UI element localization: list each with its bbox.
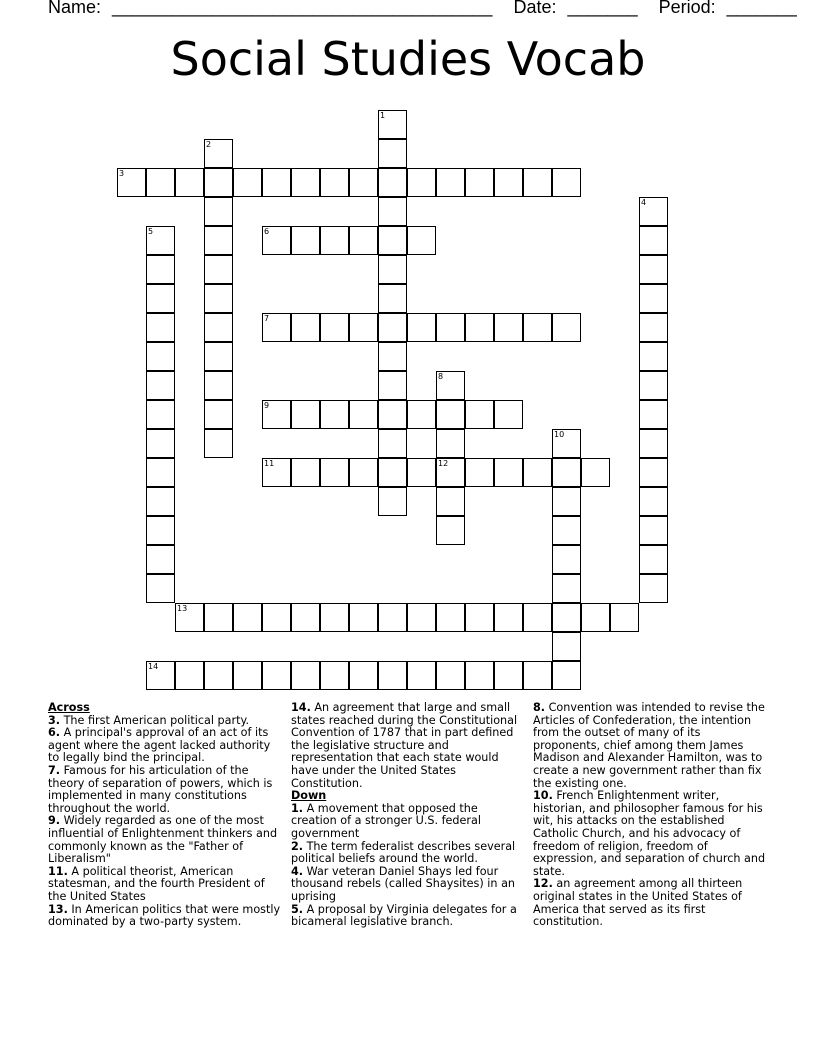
grid-cell[interactable]: [262, 458, 291, 487]
grid-cell[interactable]: [436, 516, 465, 545]
grid-cell[interactable]: [407, 313, 436, 342]
grid-cell[interactable]: [146, 516, 175, 545]
grid-cell[interactable]: [494, 313, 523, 342]
grid-cell[interactable]: [233, 661, 262, 690]
clue-number: 14: [148, 662, 159, 671]
grid-cell[interactable]: [320, 458, 349, 487]
grid-cell[interactable]: [146, 284, 175, 313]
clue-item-number: 7.: [48, 763, 61, 777]
grid-cell[interactable]: [262, 661, 291, 690]
clue-item-text: An agreement that large and small states reached during the Constitutional Convention of 1787 that in part defined the legislative structure and representation that each state would have under the United States Constitution.: [291, 701, 518, 790]
clue-item: [48, 866, 284, 904]
grid-cell[interactable]: [465, 661, 494, 690]
grid-cell[interactable]: [204, 255, 233, 284]
grid-cell[interactable]: [233, 168, 262, 197]
clue-item-number: 13.: [48, 902, 68, 916]
clue-item: [48, 765, 284, 815]
grid-cell[interactable]: [204, 603, 233, 632]
grid-cell[interactable]: [349, 400, 378, 429]
clue-item-text: A proposal by Virginia delegates for a bicameral legislative branch.: [291, 902, 517, 929]
clue-item-text: War veteran Daniel Shays led four thousand rebels (called Shaysites) in an uprising: [291, 864, 516, 903]
grid-cell[interactable]: [146, 255, 175, 284]
grid-cell[interactable]: [639, 574, 668, 603]
grid-cell[interactable]: [146, 226, 175, 255]
grid-cell[interactable]: [436, 458, 465, 487]
grid-cell[interactable]: [117, 168, 146, 197]
grid-cell[interactable]: [407, 226, 436, 255]
grid-cell[interactable]: [320, 226, 349, 255]
clue-number: 13: [177, 604, 188, 613]
clue-number: 1: [380, 111, 386, 120]
grid-cell[interactable]: [146, 458, 175, 487]
clue-number: 5: [148, 227, 154, 236]
grid-cell[interactable]: [291, 168, 320, 197]
grid-cell[interactable]: [523, 168, 552, 197]
grid-cell[interactable]: [407, 400, 436, 429]
grid-cell[interactable]: [175, 661, 204, 690]
date-field[interactable]: _______: [567, 0, 638, 17]
grid-cell[interactable]: [407, 661, 436, 690]
grid-cell[interactable]: [291, 313, 320, 342]
grid-cell[interactable]: [262, 603, 291, 632]
grid-cell[interactable]: [639, 487, 668, 516]
grid-cell[interactable]: [639, 429, 668, 458]
grid-cell[interactable]: [204, 226, 233, 255]
grid-cell[interactable]: [581, 458, 610, 487]
grid-cell[interactable]: [378, 458, 407, 487]
clue-item-number: 9.: [48, 814, 61, 828]
grid-cell[interactable]: [436, 603, 465, 632]
grid-cell[interactable]: [378, 226, 407, 255]
clue-item-number: 2.: [291, 839, 304, 853]
grid-cell[interactable]: [378, 429, 407, 458]
clue-item-number: 11.: [48, 864, 68, 878]
grid-cell[interactable]: [523, 458, 552, 487]
grid-cell[interactable]: [204, 371, 233, 400]
period-label: Period:: [658, 0, 716, 17]
grid-cell[interactable]: [436, 313, 465, 342]
grid-cell[interactable]: [494, 661, 523, 690]
grid-cell[interactable]: [146, 487, 175, 516]
name-field[interactable]: ______________________________________: [112, 0, 493, 17]
clue-item-text: Convention was intended to revise the Articles of Confederation, the intention from the outset of many of its proponents, chief among them James Madison and Alexander Hamilton, was to create a new government rather than fix the existing one.: [533, 701, 765, 790]
grid-cell[interactable]: [610, 603, 639, 632]
grid-cell[interactable]: [146, 429, 175, 458]
clue-number: 7: [264, 314, 270, 323]
clue-item-number: 8.: [533, 701, 546, 714]
clue-item: [48, 904, 284, 929]
clue-item-number: 3.: [48, 713, 61, 727]
clue-item-text: A movement that opposed the creation of a stronger U.S. federal government: [291, 801, 481, 840]
grid-cell[interactable]: [639, 197, 668, 226]
grid-cell[interactable]: [465, 458, 494, 487]
grid-cell[interactable]: [436, 168, 465, 197]
clue-number: 2: [206, 140, 212, 149]
clue-item-text: French Enlightenment writer, historian, and philosopher famous for his wit, his attacks on the established Catholic Church, and his advocacy of freedom of religion, freedom of expression, and separation of church and state.: [533, 789, 766, 878]
grid-cell[interactable]: [262, 168, 291, 197]
grid-cell[interactable]: [349, 226, 378, 255]
grid-cell[interactable]: [523, 661, 552, 690]
grid-cell[interactable]: [407, 603, 436, 632]
grid-cell[interactable]: [407, 458, 436, 487]
clue-number: 6: [264, 227, 270, 236]
clue-number: 9: [264, 401, 270, 410]
grid-cell[interactable]: [378, 313, 407, 342]
grid-cell[interactable]: [204, 313, 233, 342]
grid-cell[interactable]: [639, 545, 668, 574]
grid-cell[interactable]: [320, 603, 349, 632]
grid-cell[interactable]: [262, 226, 291, 255]
grid-cell[interactable]: [552, 574, 581, 603]
page-title: Social Studies Vocab: [170, 32, 646, 86]
grid-cell[interactable]: [204, 661, 233, 690]
grid-cell[interactable]: [494, 458, 523, 487]
grid-cell[interactable]: [494, 168, 523, 197]
grid-cell[interactable]: [146, 371, 175, 400]
across-heading: Across: [48, 701, 90, 714]
grid-cell[interactable]: [204, 342, 233, 371]
clue-item: [291, 904, 523, 929]
grid-cell[interactable]: [639, 313, 668, 342]
clue-item-number: 14.: [291, 701, 311, 714]
grid-cell[interactable]: [407, 168, 436, 197]
grid-cell[interactable]: [378, 139, 407, 168]
grid-cell[interactable]: [465, 400, 494, 429]
grid-cell[interactable]: [378, 400, 407, 429]
grid-cell[interactable]: [204, 168, 233, 197]
grid-cell[interactable]: [378, 342, 407, 371]
grid-cell[interactable]: [378, 661, 407, 690]
grid-cell[interactable]: [146, 545, 175, 574]
clue-item: [291, 803, 523, 841]
clues-column-3: [533, 702, 769, 929]
grid-cell[interactable]: [378, 255, 407, 284]
grid-cell[interactable]: [552, 632, 581, 661]
grid-cell[interactable]: [175, 168, 204, 197]
grid-cell[interactable]: [436, 661, 465, 690]
grid-cell[interactable]: [291, 603, 320, 632]
grid-cell[interactable]: [291, 458, 320, 487]
grid-cell[interactable]: [552, 661, 581, 690]
grid-cell[interactable]: [146, 661, 175, 690]
grid-cell[interactable]: [320, 168, 349, 197]
grid-cell[interactable]: [552, 545, 581, 574]
grid-cell[interactable]: [523, 313, 552, 342]
grid-cell[interactable]: [320, 400, 349, 429]
grid-cell[interactable]: [552, 429, 581, 458]
period-field[interactable]: _______: [726, 0, 797, 17]
grid-cell[interactable]: [494, 603, 523, 632]
clue-number: 10: [554, 430, 565, 439]
grid-cell[interactable]: [639, 342, 668, 371]
clue-item: [533, 702, 769, 790]
grid-cell[interactable]: [465, 603, 494, 632]
clue-item: [291, 866, 523, 904]
grid-cell[interactable]: [349, 168, 378, 197]
grid-cell[interactable]: [378, 603, 407, 632]
grid-cell[interactable]: [204, 429, 233, 458]
grid-cell[interactable]: [233, 603, 262, 632]
name-label: Name:: [48, 0, 102, 17]
clue-item-number: 6.: [48, 726, 61, 740]
grid-cell[interactable]: [523, 603, 552, 632]
grid-cell[interactable]: [378, 371, 407, 400]
grid-cell[interactable]: [175, 603, 204, 632]
grid-cell[interactable]: [262, 313, 291, 342]
grid-cell[interactable]: [494, 400, 523, 429]
clue-item-text: The first American political party.: [60, 713, 250, 727]
grid-cell[interactable]: [552, 168, 581, 197]
clue-item-number: 12.: [533, 877, 553, 891]
grid-cell[interactable]: [436, 487, 465, 516]
grid-cell[interactable]: [552, 603, 581, 632]
clue-number: 12: [438, 459, 449, 468]
grid-cell[interactable]: [320, 661, 349, 690]
clue-item-text: A political theorist, American statesman, and the fourth President of the United States: [48, 864, 265, 903]
grid-cell[interactable]: [639, 371, 668, 400]
grid-cell[interactable]: [552, 458, 581, 487]
grid-cell[interactable]: [146, 168, 175, 197]
grid-cell[interactable]: [291, 400, 320, 429]
clue-number: 3: [119, 169, 125, 178]
grid-cell[interactable]: [639, 284, 668, 313]
down-heading: Down: [291, 789, 327, 803]
grid-cell[interactable]: [291, 226, 320, 255]
grid-cell[interactable]: [639, 226, 668, 255]
grid-cell[interactable]: [204, 284, 233, 313]
grid-cell[interactable]: [378, 168, 407, 197]
grid-cell[interactable]: [581, 603, 610, 632]
grid-cell[interactable]: [436, 371, 465, 400]
grid-cell[interactable]: [436, 429, 465, 458]
clue-item: [533, 878, 769, 928]
grid-cell[interactable]: [349, 458, 378, 487]
grid-cell[interactable]: [465, 168, 494, 197]
clue-item: [48, 815, 284, 865]
clue-item-text: The term federalist describes several political beliefs around the world.: [291, 839, 516, 866]
grid-cell[interactable]: [552, 487, 581, 516]
grid-cell[interactable]: [552, 516, 581, 545]
grid-cell[interactable]: [378, 284, 407, 313]
grid-cell[interactable]: [378, 487, 407, 516]
grid-cell[interactable]: [262, 400, 291, 429]
grid-cell[interactable]: [639, 516, 668, 545]
grid-cell[interactable]: [349, 661, 378, 690]
clue-number: 8: [438, 372, 444, 381]
clue-item-number: 4.: [291, 864, 304, 878]
grid-cell[interactable]: [639, 458, 668, 487]
clue-item-number: 10.: [533, 789, 553, 803]
clue-item: [533, 790, 769, 878]
grid-cell[interactable]: [204, 400, 233, 429]
clue-item-text: A principal's approval of an act of its agent where the agent lacked authority to legally bind the principal.: [48, 726, 271, 765]
grid-cell[interactable]: [204, 139, 233, 168]
clue-item: [291, 702, 523, 790]
grid-cell[interactable]: [146, 342, 175, 371]
clues-column-1: [48, 702, 284, 929]
grid-cell[interactable]: [349, 603, 378, 632]
grid-cell[interactable]: [349, 313, 378, 342]
clue-item-number: 1.: [291, 801, 304, 815]
grid-cell[interactable]: [320, 313, 349, 342]
clue-item-text: Famous for his articulation of the theory of separation of powers, which is implemented in many constitutions throughout the world.: [48, 763, 273, 815]
clue-item-text: In American politics that were mostly dominated by a two-party system.: [48, 902, 281, 929]
grid-cell[interactable]: [552, 313, 581, 342]
clue-item-number: 5.: [291, 902, 304, 916]
grid-cell[interactable]: [378, 197, 407, 226]
grid-cell[interactable]: [204, 197, 233, 226]
grid-cell[interactable]: [639, 255, 668, 284]
grid-cell[interactable]: [291, 661, 320, 690]
clues-column-2: [291, 702, 523, 929]
clue-number: 11: [264, 459, 275, 468]
clue-item: [48, 727, 284, 765]
grid-cell[interactable]: [465, 313, 494, 342]
clue-item-text: Widely regarded as one of the most influential of Enlightenment thinkers and commonly known as the "Father of Liberalism": [48, 814, 278, 866]
clue-item: [291, 841, 523, 866]
grid-cell[interactable]: [639, 400, 668, 429]
grid-cell[interactable]: [146, 574, 175, 603]
grid-cell[interactable]: [146, 313, 175, 342]
clue-item-text: an agreement among all thirteen original states in the United States of America that served as its first constitution.: [533, 877, 743, 929]
grid-cell[interactable]: [146, 400, 175, 429]
clue-number: 4: [641, 198, 647, 207]
grid-cell[interactable]: [436, 400, 465, 429]
grid-cell[interactable]: [378, 110, 407, 139]
date-label: Date:: [513, 0, 557, 17]
